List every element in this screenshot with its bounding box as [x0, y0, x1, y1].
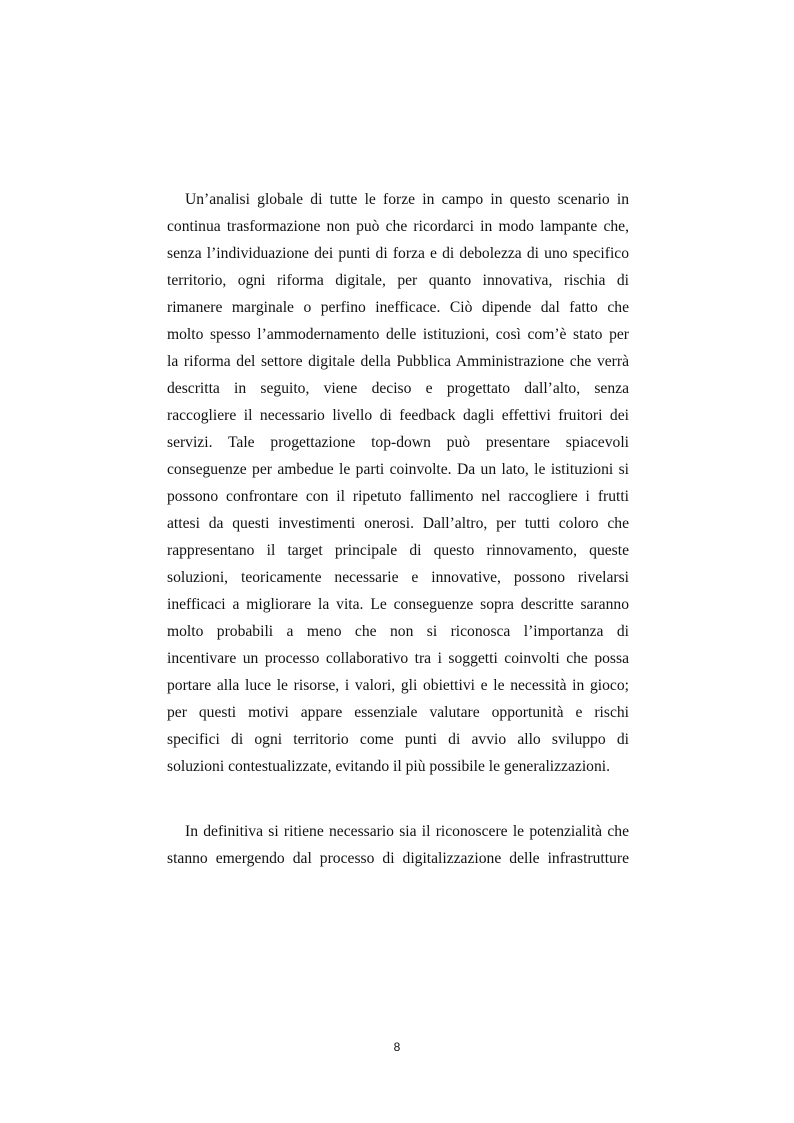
paragraph-line: molto spesso l’ammodernamento delle istituzioni, così com’è stato per: [167, 326, 629, 343]
paragraph-line: la riforma del settore digitale della Pubblica Amministrazione che verrà: [167, 353, 629, 370]
paragraph-line: incentivare un processo collaborativo tra i soggetti coinvolti che possa: [167, 650, 629, 667]
paragraph-line: portare alla luce le risorse, i valori, gli obiettivi e le necessità in gioco;: [167, 677, 629, 694]
paragraph-line: servizi. Tale progettazione top-down può presentare spiacevoli: [167, 434, 629, 451]
paragraph-line: inefficaci a migliorare la vita. Le conseguenze sopra descritte saranno: [167, 596, 629, 613]
paragraph-line: continua trasformazione non può che ricordarci in modo lampante che,: [167, 218, 629, 235]
paragraph-line: rappresentano il target principale di questo rinnovamento, queste: [167, 542, 629, 559]
paragraph-line: per questi motivi appare essenziale valutare opportunità e rischi: [167, 704, 629, 721]
paragraph-line: possono confrontare con il ripetuto fallimento nel raccogliere i frutti: [167, 488, 629, 505]
paragraph-line: In definitiva si ritiene necessario sia il riconoscere le potenzialità che: [185, 823, 629, 840]
page-number: 8: [393, 1040, 401, 1054]
paragraph-line: rimanere marginale o perfino inefficace. Ciò dipende dal fatto che: [167, 299, 629, 316]
paragraph-line: senza l’individuazione dei punti di forza e di debolezza di uno specifico: [167, 245, 629, 262]
paragraph-line: raccogliere il necessario livello di feedback dagli effettivi fruitori dei: [167, 407, 629, 424]
paragraph-line: specifici di ogni territorio come punti di avvio allo sviluppo di: [167, 731, 629, 748]
paragraph-line: stanno emergendo dal processo di digitalizzazione delle infrastrutture: [167, 850, 629, 867]
paragraph-line: conseguenze per ambedue le parti coinvolte. Da un lato, le istituzioni si: [167, 461, 629, 478]
paragraph-line: soluzioni contestualizzate, evitando il più possibile le generalizzazioni.: [167, 758, 610, 775]
paragraph-line: territorio, ogni riforma digitale, per quanto innovativa, rischia di: [167, 272, 629, 289]
paragraph-line: soluzioni, teoricamente necessarie e innovative, possono rivelarsi: [167, 569, 629, 586]
paragraph-line: molto probabili a meno che non si riconosca l’importanza di: [167, 623, 629, 640]
paragraph-line: Un’analisi globale di tutte le forze in campo in questo scenario in: [185, 191, 629, 208]
paragraph-line: attesi da questi investimenti onerosi. Dall’altro, per tutti coloro che: [167, 515, 629, 532]
paragraph-line: descritta in seguito, viene deciso e progettato dall’alto, senza: [167, 380, 629, 397]
